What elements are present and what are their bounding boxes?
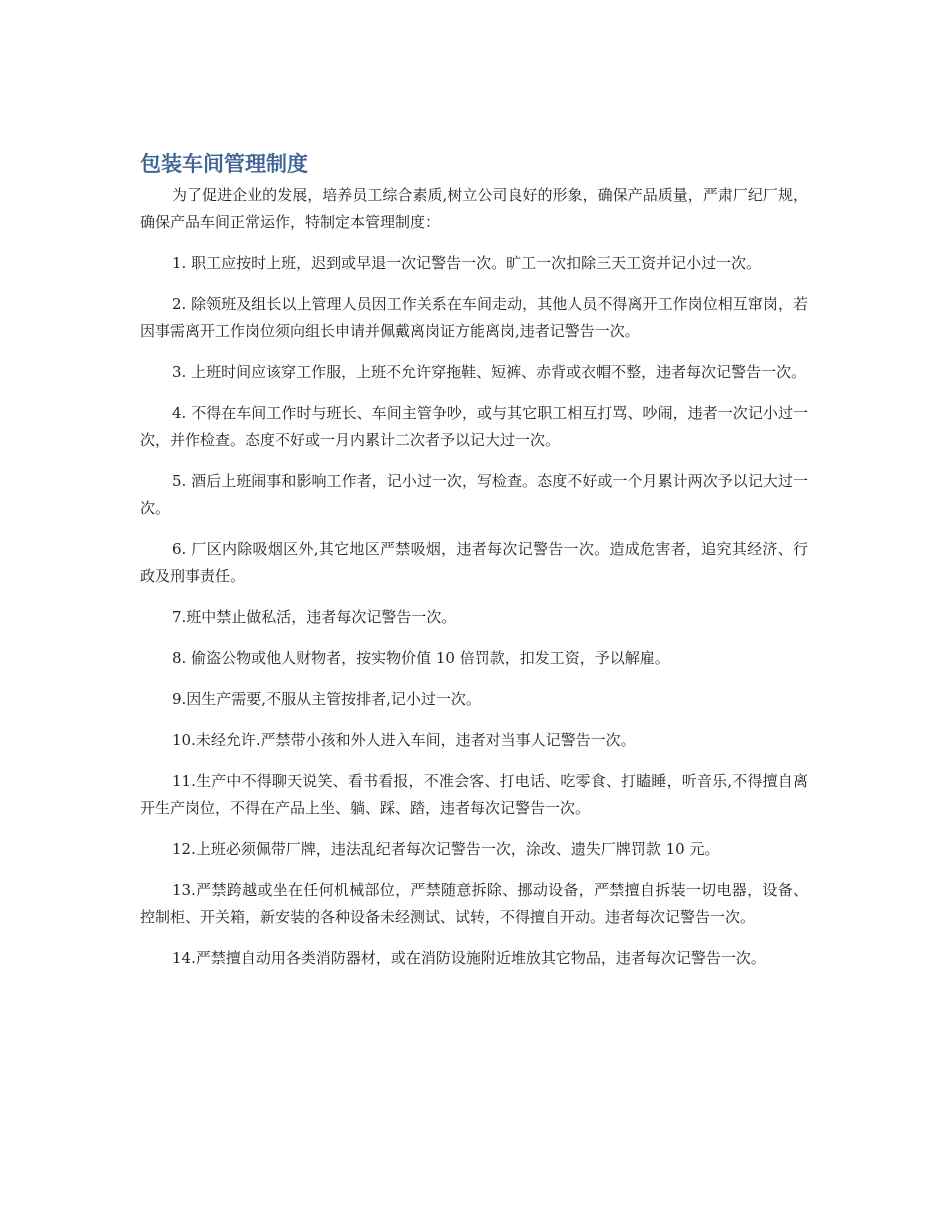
document-title: 包装车间管理制度 [140,152,308,176]
rule-item: 10.未经允许.严禁带小孩和外人进入车间，违者对当事人记警告一次。 [172,731,636,749]
rule-item: 11.生产中不得聊天说笑、看书看报，不准会客、打电话、吃零食、打瞌睡，听音乐,不得擅自离开生产岗位，不得在产品上坐、躺、踩、踏，违者每次记警告一次。 [140,772,808,817]
rule-item: 9.因生产需要,不服从主管按排者,记小过一次。 [172,690,481,708]
rule-item: 1. 职工应按时上班，迟到或早退一次记警告一次。旷工一次扣除三天工资并记小过一次。 [172,254,762,272]
rule-item: 12.上班必须佩带厂牌，违法乱纪者每次记警告一次，涂改、遗失厂牌罚款 10 元。 [172,840,720,858]
rule-item: 3. 上班时间应该穿工作服，上班不允许穿拖鞋、短裤、赤背或衣帽不整，违者每次记警告一次。 [172,363,807,381]
document-page [140,148,808,986]
rule-item: 5. 酒后上班闹事和影响工作者，记小过一次，写检查。态度不好或一个月累计两次予以记大过一次。 [140,472,808,517]
rule-item: 14.严禁擅自动用各类消防器材，或在消防设施附近堆放其它物品，违者每次记警告一次。 [172,949,766,967]
rule-item: 7.班中禁止做私活，违者每次记警告一次。 [172,608,457,626]
rule-item: 13.严禁跨越或坐在任何机械部位，严禁随意拆除、挪动设备，严禁擅自拆装一切电器，设备、控制柜、开关箱，新安装的各种设备未经测试、试转，不得擅自开动。违者每次记警告一次。 [140,881,808,926]
intro-paragraph: 为了促进企业的发展，培养员工综合素质,树立公司良好的形象，确保产品质量，严肃厂纪厂规，确保产品车间正常运作，特制定本管理制度： [140,186,808,231]
rule-item: 2. 除领班及组长以上管理人员因工作关系在车间走动，其他人员不得离开工作岗位相互窜岗，若因事需离开工作岗位须向组长申请并佩戴离岗证方能离岗,违者记警告一次。 [140,295,808,340]
rule-item: 6. 厂区内除吸烟区外,其它地区严禁吸烟，违者每次记警告一次。造成危害者，追究其经济、行政及刑事责任。 [140,540,808,585]
rule-item: 8. 偷盗公物或他人财物者，按实物价值 10 倍罚款，扣发工资，予以解雇。 [172,649,670,667]
rule-item: 4. 不得在车间工作时与班长、车间主管争吵，或与其它职工相互打骂、吵闹，违者一次记小过一次，并作检查。态度不好或一月内累计二次者予以记大过一次。 [140,404,808,449]
